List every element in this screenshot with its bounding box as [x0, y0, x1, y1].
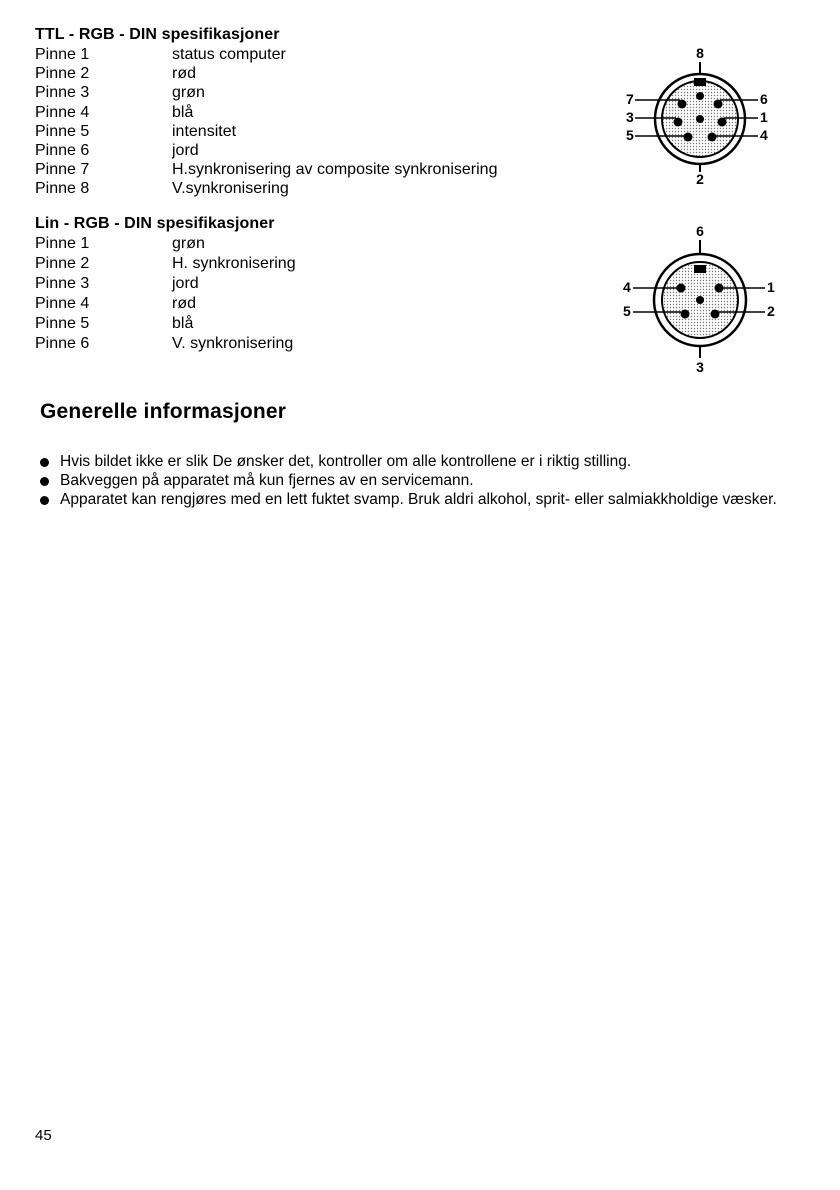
- table-row: [35, 141, 497, 160]
- pin-function: blå: [172, 103, 194, 121]
- pin-function: blå: [172, 315, 194, 332]
- pin-label: Pinne 3: [35, 84, 90, 102]
- table-row: [35, 160, 497, 179]
- pin-function: H.synkronisering av composite synkronisering: [172, 161, 498, 179]
- lin-pin-label-right: 2: [767, 303, 775, 319]
- pin-function: V.synkronisering: [172, 180, 289, 198]
- ttl-pin-label-left: 3: [626, 109, 634, 125]
- bullet-dot-icon: [40, 496, 49, 505]
- pin-label: Pinne 1: [35, 46, 90, 63]
- bullet-text: Apparatet kan rengjøres med en lett fuktet svamp. Bruk aldri alkohol, sprit- eller salmiakkholdige væsker.: [60, 491, 777, 508]
- list-item: [38, 452, 778, 471]
- list-item: [38, 490, 778, 509]
- table-row: [35, 274, 296, 294]
- table-row: [35, 122, 497, 141]
- ttl-pin-table: [35, 45, 497, 199]
- bullet-dot-icon: [40, 477, 49, 486]
- page-number: 45: [35, 1127, 52, 1144]
- pin-label: Pinne 6: [35, 141, 90, 159]
- bullet-text: Bakveggen på apparatet må kun fjernes av en servicemann.: [60, 472, 474, 489]
- ttl-pin-label-right: 4: [760, 127, 768, 143]
- pin-label: Pinne 8: [35, 180, 90, 198]
- ttl-pin-label-right: 6: [760, 91, 768, 107]
- table-row: [35, 83, 497, 102]
- table-row: [35, 179, 497, 198]
- pin-function: H. synkronisering: [172, 255, 296, 272]
- list-item: [38, 471, 778, 490]
- lin-pin-label-right: 1: [767, 279, 775, 295]
- pin-function: jord: [172, 275, 199, 292]
- table-row: [35, 334, 296, 354]
- table-row: [35, 45, 497, 64]
- pin-function: V. synkronisering: [172, 335, 294, 352]
- pin-label: Pinne 7: [35, 161, 90, 179]
- ttl-din-connector-diagram: [620, 40, 780, 185]
- pin-label: Pinne 2: [35, 255, 90, 272]
- pin-function: jord: [172, 141, 199, 159]
- pin-function: rød: [172, 295, 196, 312]
- ttl-pin-label-left: 7: [626, 91, 634, 107]
- ttl-section-title: TTL - RGB - DIN spesifikasjoner: [35, 26, 280, 43]
- lin-pin-label-bottom: 3: [696, 359, 704, 374]
- bullet-dot-icon: [40, 458, 49, 467]
- pin-label: Pinne 2: [35, 65, 90, 83]
- lin-pin-label-left: 4: [623, 279, 631, 295]
- table-row: [35, 234, 296, 254]
- table-row: [35, 294, 296, 314]
- ttl-pin-label-right: 1: [760, 109, 768, 125]
- pin-label: Pinne 1: [35, 235, 90, 252]
- table-row: [35, 64, 497, 83]
- lin-pin-label-left: 5: [623, 303, 631, 319]
- pin-function: rød: [172, 65, 196, 83]
- pin-function: status computer: [172, 46, 286, 63]
- pin-label: Pinne 5: [35, 315, 90, 332]
- table-row: [35, 314, 296, 334]
- pin-label: Pinne 5: [35, 122, 90, 140]
- table-row: [35, 254, 296, 274]
- lin-din-connector-diagram: [615, 222, 785, 374]
- ttl-pin-label-top: 8: [696, 45, 704, 61]
- pin-label: Pinne 3: [35, 275, 90, 292]
- bullet-text: Hvis bildet ikke er slik De ønsker det, kontroller om alle kontrollene er i riktig stilling.: [60, 453, 632, 470]
- lin-pin-label-top: 6: [696, 223, 704, 239]
- lin-pin-table: [35, 234, 296, 354]
- pin-function: grøn: [172, 235, 205, 252]
- ttl-pin-label-bottom: 2: [696, 171, 704, 185]
- general-bullet-list: [38, 452, 778, 509]
- pin-label: Pinne 4: [35, 295, 90, 312]
- pin-function: intensitet: [172, 122, 237, 140]
- pin-label: Pinne 4: [35, 103, 90, 121]
- general-heading: Generelle informasjoner: [40, 400, 287, 423]
- lin-section-title: Lin - RGB - DIN spesifikasjoner: [35, 215, 275, 232]
- table-row: [35, 103, 497, 122]
- ttl-pin-label-left: 5: [626, 127, 634, 143]
- pin-function: grøn: [172, 84, 205, 102]
- pin-label: Pinne 6: [35, 335, 90, 352]
